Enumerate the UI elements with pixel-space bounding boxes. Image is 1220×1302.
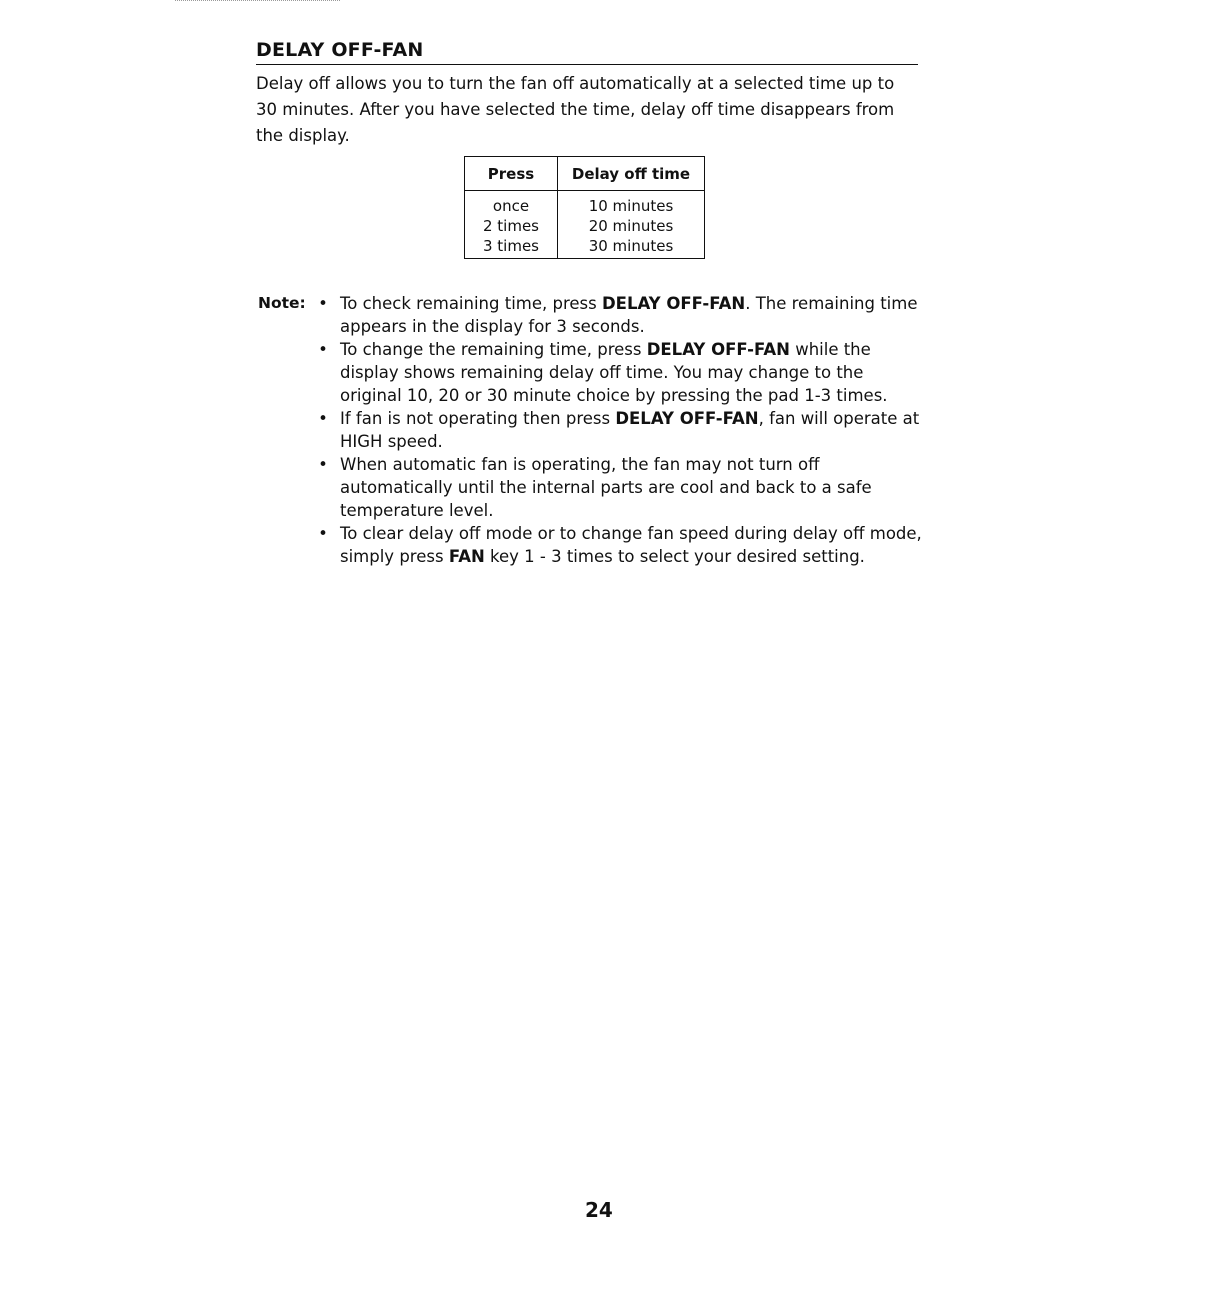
page-number: 24 xyxy=(585,1198,613,1222)
note-item xyxy=(318,453,926,522)
intro-paragraph: Delay off allows you to turn the fan off automatically at a selected time up to 30 minutes. After you have selected the time, delay off time disappears from the display. xyxy=(256,74,895,145)
note-text: , fan will operate at HIGH speed. xyxy=(340,409,920,451)
table-row xyxy=(465,216,705,236)
scan-artifact xyxy=(175,0,340,4)
note-text: When automatic fan is operating, the fan may not turn off automatically until the internal parts are cool and back to a safe temperature level. xyxy=(340,455,872,520)
delay-table-wrapper xyxy=(464,156,705,259)
manual-page xyxy=(256,38,922,566)
cell-delay-time: 10 minutes xyxy=(588,197,674,215)
bullet-icon: • xyxy=(318,524,328,543)
note-list xyxy=(318,292,926,568)
note-text: key 1 - 3 times to select your desired setting. xyxy=(484,547,865,566)
title-underline xyxy=(256,64,918,65)
cell-delay-time: 30 minutes xyxy=(588,237,674,255)
bullet-icon: • xyxy=(318,409,328,428)
note-item xyxy=(318,292,926,338)
key-name: DELAY OFF-FAN xyxy=(601,294,746,313)
note-item xyxy=(318,522,926,568)
key-name: DELAY OFF-FAN xyxy=(615,409,759,428)
note-text: . The remaining time appears in the display for 3 seconds. xyxy=(340,294,918,336)
note-item xyxy=(318,407,926,453)
section-title: DELAY OFF-FAN xyxy=(256,39,424,61)
cell-press: 3 times xyxy=(465,236,558,259)
note-text: while the display shows remaining delay off time. You may change to the original 10, 20 or 30 minute choice by pressing the pad 1-3 times. xyxy=(340,340,888,405)
table-row xyxy=(465,236,705,259)
table-header-row xyxy=(465,157,705,191)
cell-press: once xyxy=(465,191,558,217)
key-name: FAN xyxy=(448,547,485,566)
key-name: DELAY OFF-FAN xyxy=(646,340,790,359)
note-text: If fan is not operating then press xyxy=(340,409,616,428)
note-text: To check remaining time, press xyxy=(340,294,602,313)
bullet-icon: • xyxy=(318,455,328,474)
table-row xyxy=(465,191,705,217)
note-item xyxy=(318,338,926,407)
cell-press: 2 times xyxy=(465,216,558,236)
bullet-icon: • xyxy=(318,340,328,359)
header-delay-off-time: Delay off time xyxy=(558,157,705,191)
cell-delay-time: 20 minutes xyxy=(588,217,674,235)
header-press: Press xyxy=(465,157,558,191)
note-text: To clear delay off mode or to change fan speed during delay off mode, simply press xyxy=(340,524,922,566)
bullet-icon: • xyxy=(318,294,328,313)
note-label: Note: xyxy=(258,294,306,312)
delay-off-table xyxy=(464,156,705,259)
note-text: To change the remaining time, press xyxy=(340,340,647,359)
